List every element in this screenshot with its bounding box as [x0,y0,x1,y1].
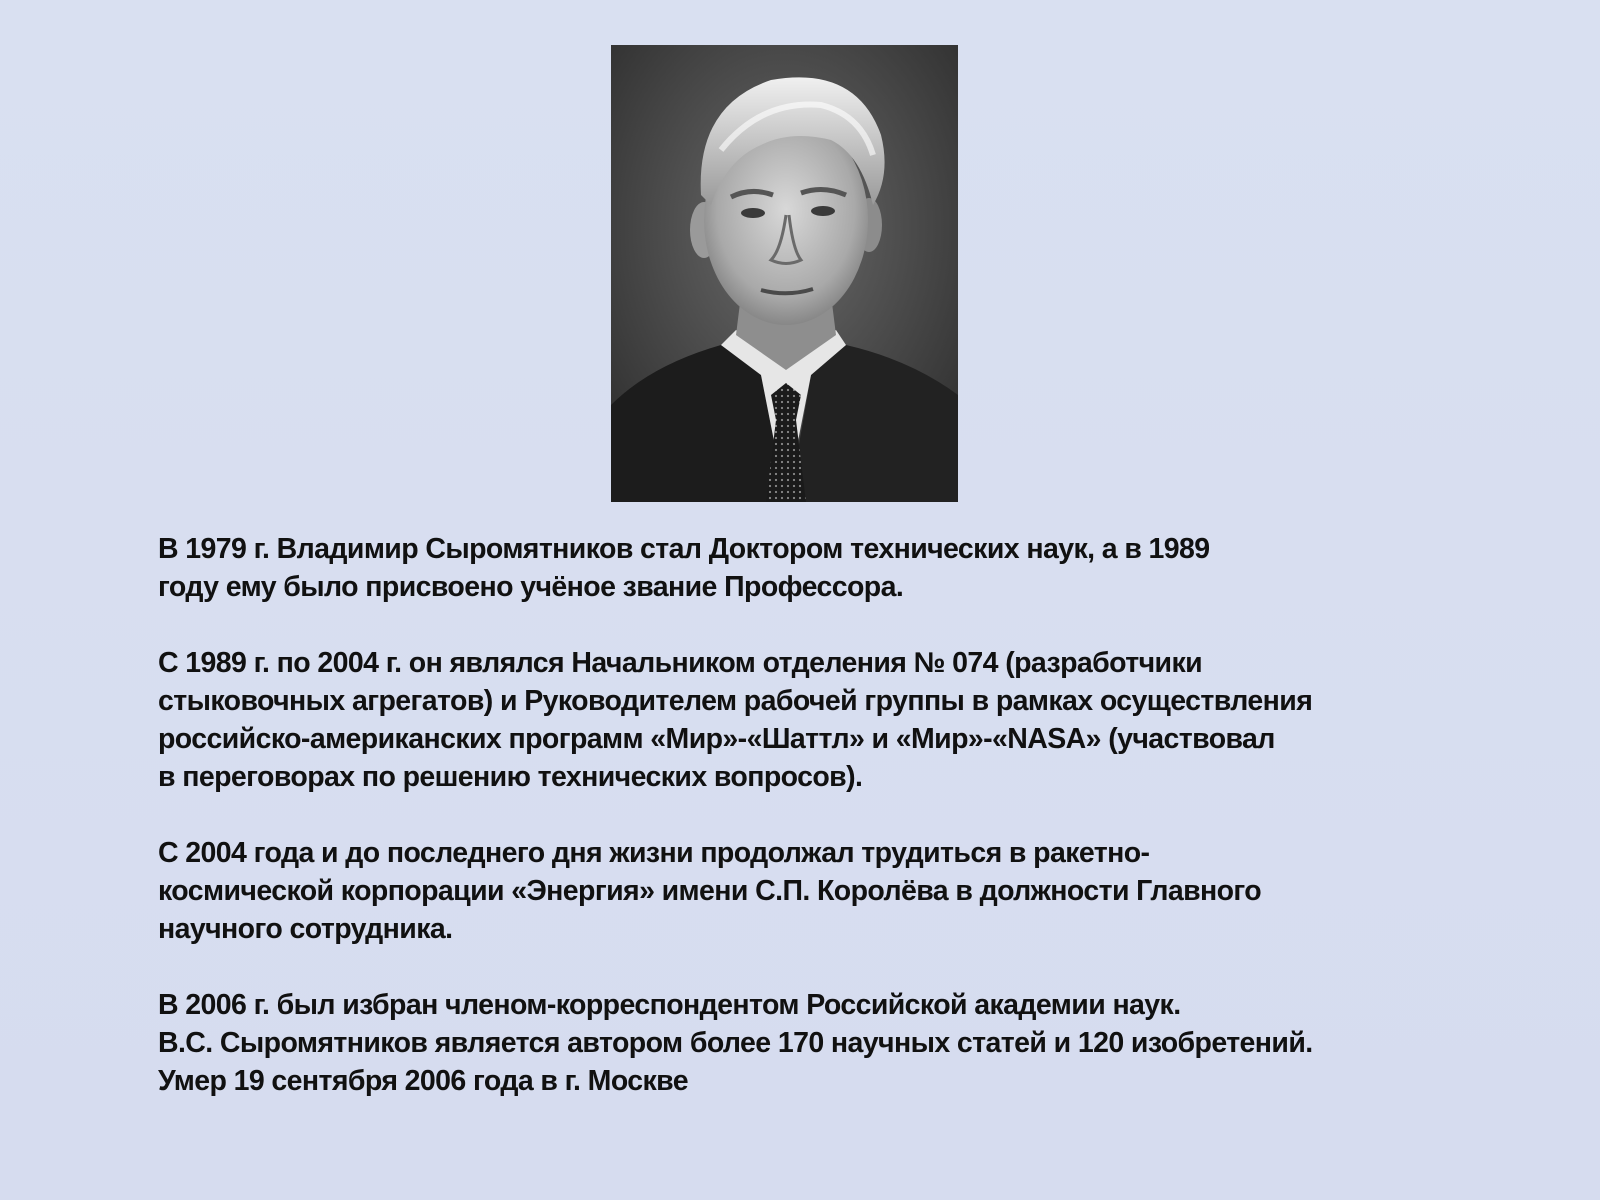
portrait-photo-icon [611,45,958,502]
text-line: стыковочных агрегатов) и Руководителем рабочей группы в рамках осуществления [158,685,1313,717]
portrait-photo [611,45,958,502]
biography-text [158,530,1488,1100]
text-line: В.С. Сыромятников является автором более 170 научных статей и 120 изобретений. [158,1027,1313,1059]
text-line: научного сотрудника. [158,913,453,945]
paragraph-academy [158,986,1488,1100]
text-line: в переговорах по решению технических вопросов). [158,761,863,793]
text-line: российско-американских программ «Мир»-«Шаттл» и «Мир»-«NASA» (участвовал [158,723,1275,755]
paragraph-department [158,644,1488,796]
paragraph-energia [158,834,1488,948]
text-line: С 2004 года и до последнего дня жизни продолжал трудиться в ракетно- [158,837,1150,869]
text-line: В 1979 г. Владимир Сыромятников стал Доктором технических наук, а в 1989 [158,533,1210,565]
text-line: Умер 19 сентября 2006 года в г. Москве [158,1065,688,1097]
text-line: космической корпорации «Энергия» имени С.П. Королёва в должности Главного [158,875,1262,907]
paragraph-degrees [158,530,1488,606]
text-line: В 2006 г. был избран членом-корреспондентом Российской академии наук. [158,989,1181,1021]
text-line: С 1989 г. по 2004 г. он являлся Начальником отделения № 074 (разработчики [158,647,1203,679]
text-line: году ему было присвоено учёное звание Профессора. [158,571,904,603]
